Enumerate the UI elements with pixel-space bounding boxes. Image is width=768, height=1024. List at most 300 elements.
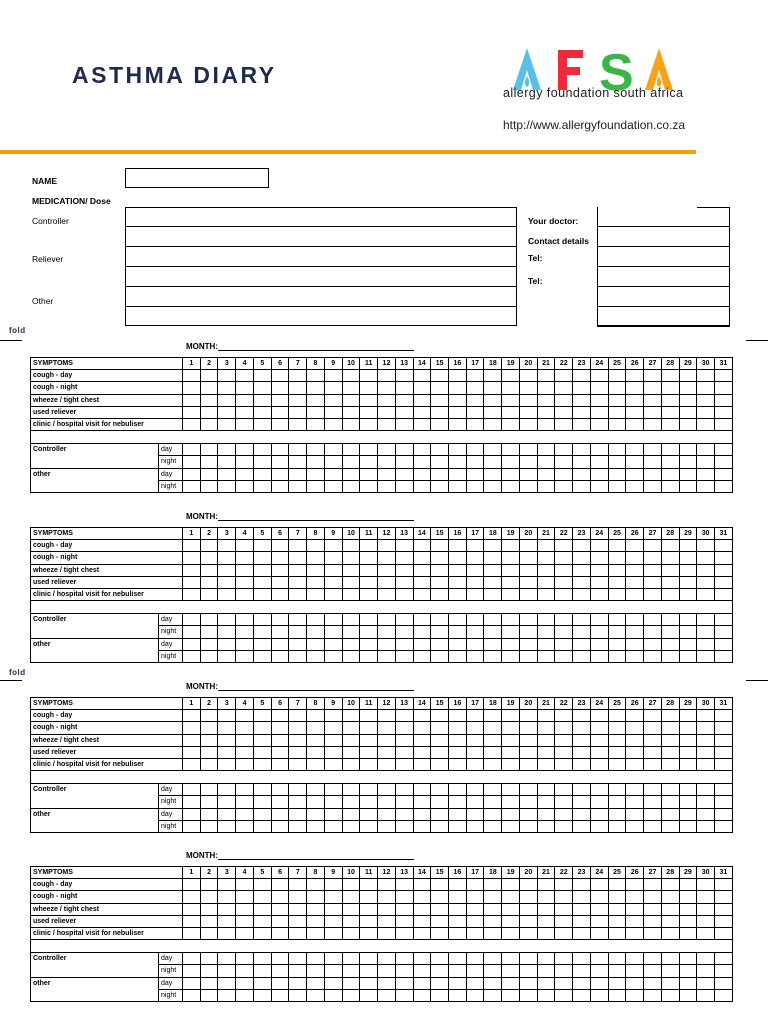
diary-cell[interactable] — [484, 808, 502, 820]
diary-cell[interactable] — [679, 903, 697, 915]
diary-cell[interactable] — [679, 564, 697, 576]
diary-cell[interactable] — [449, 614, 467, 626]
diary-cell[interactable] — [484, 734, 502, 746]
diary-cell[interactable] — [360, 552, 378, 564]
diary-cell[interactable] — [253, 588, 271, 600]
diary-cell[interactable] — [715, 903, 733, 915]
diary-cell[interactable] — [679, 977, 697, 989]
diary-cell[interactable] — [608, 552, 626, 564]
diary-cell[interactable] — [555, 456, 573, 468]
diary-cell[interactable] — [537, 406, 555, 418]
diary-cell[interactable] — [502, 382, 520, 394]
diary-cell[interactable] — [307, 576, 325, 588]
diary-cell[interactable] — [661, 746, 679, 758]
diary-cell[interactable] — [289, 784, 307, 796]
diary-cell[interactable] — [555, 552, 573, 564]
diary-cell[interactable] — [484, 418, 502, 430]
diary-cell[interactable] — [449, 758, 467, 770]
diary-cell[interactable] — [626, 758, 644, 770]
diary-cell[interactable] — [626, 977, 644, 989]
diary-cell[interactable] — [590, 710, 608, 722]
diary-cell[interactable] — [626, 626, 644, 638]
diary-cell[interactable] — [342, 418, 360, 430]
diary-cell[interactable] — [378, 915, 396, 927]
diary-cell[interactable] — [183, 820, 201, 832]
diary-cell[interactable] — [253, 710, 271, 722]
diary-cell[interactable] — [395, 796, 413, 808]
diary-cell[interactable] — [236, 989, 254, 1001]
diary-cell[interactable] — [608, 903, 626, 915]
diary-cell[interactable] — [661, 710, 679, 722]
diary-cell[interactable] — [307, 722, 325, 734]
diary-cell[interactable] — [590, 370, 608, 382]
diary-cell[interactable] — [395, 650, 413, 662]
diary-cell[interactable] — [378, 927, 396, 939]
diary-cell[interactable] — [661, 406, 679, 418]
diary-cell[interactable] — [466, 977, 484, 989]
diary-cell[interactable] — [431, 820, 449, 832]
diary-cell[interactable] — [413, 903, 431, 915]
diary-cell[interactable] — [218, 953, 236, 965]
diary-cell[interactable] — [715, 927, 733, 939]
diary-cell[interactable] — [324, 734, 342, 746]
diary-cell[interactable] — [324, 480, 342, 492]
diary-cell[interactable] — [697, 796, 715, 808]
diary-cell[interactable] — [271, 382, 289, 394]
diary-cell[interactable] — [183, 468, 201, 480]
diary-cell[interactable] — [715, 588, 733, 600]
diary-cell[interactable] — [484, 382, 502, 394]
diary-cell[interactable] — [573, 468, 591, 480]
diary-cell[interactable] — [324, 468, 342, 480]
diary-cell[interactable] — [360, 734, 378, 746]
diary-cell[interactable] — [271, 540, 289, 552]
diary-cell[interactable] — [289, 989, 307, 1001]
diary-cell[interactable] — [502, 480, 520, 492]
diary-cell[interactable] — [555, 758, 573, 770]
diary-cell[interactable] — [573, 989, 591, 1001]
diary-cell[interactable] — [608, 638, 626, 650]
diary-cell[interactable] — [679, 468, 697, 480]
diary-cell[interactable] — [555, 406, 573, 418]
diary-cell[interactable] — [466, 480, 484, 492]
diary-cell[interactable] — [360, 540, 378, 552]
diary-cell[interactable] — [679, 638, 697, 650]
diary-cell[interactable] — [342, 808, 360, 820]
diary-cell[interactable] — [307, 879, 325, 891]
diary-cell[interactable] — [218, 638, 236, 650]
diary-cell[interactable] — [679, 588, 697, 600]
diary-cell[interactable] — [502, 758, 520, 770]
diary-cell[interactable] — [307, 406, 325, 418]
diary-cell[interactable] — [431, 903, 449, 915]
diary-cell[interactable] — [342, 796, 360, 808]
diary-cell[interactable] — [395, 370, 413, 382]
diary-cell[interactable] — [484, 468, 502, 480]
diary-cell[interactable] — [715, 614, 733, 626]
diary-cell[interactable] — [307, 953, 325, 965]
diary-cell[interactable] — [360, 406, 378, 418]
diary-cell[interactable] — [183, 394, 201, 406]
diary-cell[interactable] — [502, 394, 520, 406]
diary-cell[interactable] — [360, 456, 378, 468]
diary-cell[interactable] — [431, 370, 449, 382]
diary-cell[interactable] — [715, 382, 733, 394]
diary-cell[interactable] — [573, 808, 591, 820]
diary-cell[interactable] — [289, 710, 307, 722]
diary-cell[interactable] — [218, 734, 236, 746]
diary-cell[interactable] — [679, 965, 697, 977]
diary-cell[interactable] — [555, 784, 573, 796]
diary-cell[interactable] — [183, 444, 201, 456]
diary-cell[interactable] — [200, 891, 218, 903]
diary-cell[interactable] — [324, 965, 342, 977]
diary-cell[interactable] — [360, 891, 378, 903]
diary-cell[interactable] — [236, 468, 254, 480]
diary-cell[interactable] — [183, 953, 201, 965]
diary-cell[interactable] — [218, 784, 236, 796]
diary-cell[interactable] — [626, 965, 644, 977]
diary-cell[interactable] — [413, 480, 431, 492]
diary-cell[interactable] — [697, 418, 715, 430]
diary-cell[interactable] — [236, 382, 254, 394]
diary-cell[interactable] — [715, 626, 733, 638]
diary-cell[interactable] — [289, 796, 307, 808]
diary-cell[interactable] — [342, 977, 360, 989]
tel-field-1[interactable] — [597, 246, 730, 267]
diary-cell[interactable] — [590, 746, 608, 758]
diary-cell[interactable] — [413, 638, 431, 650]
diary-cell[interactable] — [289, 588, 307, 600]
diary-cell[interactable] — [218, 650, 236, 662]
diary-cell[interactable] — [697, 758, 715, 770]
diary-cell[interactable] — [661, 370, 679, 382]
diary-cell[interactable] — [555, 588, 573, 600]
diary-cell[interactable] — [608, 418, 626, 430]
diary-cell[interactable] — [466, 903, 484, 915]
diary-cell[interactable] — [200, 638, 218, 650]
diary-cell[interactable] — [644, 650, 662, 662]
diary-cell[interactable] — [502, 820, 520, 832]
diary-cell[interactable] — [697, 370, 715, 382]
diary-cell[interactable] — [253, 891, 271, 903]
diary-cell[interactable] — [502, 710, 520, 722]
diary-cell[interactable] — [378, 965, 396, 977]
diary-cell[interactable] — [715, 638, 733, 650]
diary-cell[interactable] — [573, 564, 591, 576]
diary-cell[interactable] — [661, 444, 679, 456]
diary-cell[interactable] — [360, 480, 378, 492]
diary-cell[interactable] — [200, 418, 218, 430]
diary-cell[interactable] — [324, 977, 342, 989]
diary-cell[interactable] — [679, 576, 697, 588]
diary-cell[interactable] — [449, 903, 467, 915]
diary-cell[interactable] — [573, 614, 591, 626]
diary-cell[interactable] — [289, 418, 307, 430]
diary-cell[interactable] — [342, 394, 360, 406]
diary-cell[interactable] — [679, 722, 697, 734]
diary-cell[interactable] — [378, 576, 396, 588]
diary-cell[interactable] — [395, 480, 413, 492]
diary-cell[interactable] — [644, 734, 662, 746]
diary-cell[interactable] — [644, 456, 662, 468]
diary-cell[interactable] — [342, 784, 360, 796]
diary-cell[interactable] — [236, 722, 254, 734]
diary-cell[interactable] — [661, 382, 679, 394]
diary-cell[interactable] — [200, 879, 218, 891]
diary-cell[interactable] — [626, 808, 644, 820]
diary-cell[interactable] — [236, 638, 254, 650]
controller-field-1[interactable] — [125, 207, 517, 227]
diary-cell[interactable] — [218, 564, 236, 576]
diary-cell[interactable] — [307, 626, 325, 638]
diary-cell[interactable] — [183, 722, 201, 734]
diary-cell[interactable] — [644, 588, 662, 600]
diary-cell[interactable] — [342, 820, 360, 832]
diary-cell[interactable] — [360, 953, 378, 965]
diary-cell[interactable] — [342, 382, 360, 394]
diary-cell[interactable] — [413, 746, 431, 758]
diary-cell[interactable] — [289, 977, 307, 989]
diary-cell[interactable] — [200, 394, 218, 406]
diary-cell[interactable] — [271, 953, 289, 965]
diary-cell[interactable] — [679, 796, 697, 808]
diary-cell[interactable] — [307, 614, 325, 626]
diary-cell[interactable] — [502, 734, 520, 746]
diary-cell[interactable] — [679, 650, 697, 662]
diary-cell[interactable] — [307, 588, 325, 600]
diary-cell[interactable] — [236, 965, 254, 977]
diary-cell[interactable] — [555, 650, 573, 662]
diary-cell[interactable] — [271, 394, 289, 406]
diary-cell[interactable] — [697, 734, 715, 746]
diary-cell[interactable] — [200, 370, 218, 382]
diary-cell[interactable] — [661, 650, 679, 662]
diary-cell[interactable] — [431, 758, 449, 770]
diary-cell[interactable] — [644, 784, 662, 796]
diary-cell[interactable] — [253, 650, 271, 662]
diary-cell[interactable] — [378, 370, 396, 382]
diary-cell[interactable] — [519, 480, 537, 492]
diary-cell[interactable] — [484, 576, 502, 588]
diary-cell[interactable] — [466, 406, 484, 418]
diary-cell[interactable] — [644, 722, 662, 734]
diary-cell[interactable] — [555, 903, 573, 915]
diary-cell[interactable] — [395, 891, 413, 903]
diary-cell[interactable] — [183, 418, 201, 430]
diary-cell[interactable] — [200, 576, 218, 588]
diary-cell[interactable] — [218, 394, 236, 406]
diary-cell[interactable] — [449, 977, 467, 989]
diary-cell[interactable] — [502, 638, 520, 650]
diary-cell[interactable] — [466, 418, 484, 430]
diary-cell[interactable] — [378, 722, 396, 734]
diary-cell[interactable] — [573, 638, 591, 650]
diary-cell[interactable] — [573, 576, 591, 588]
diary-cell[interactable] — [679, 820, 697, 832]
diary-cell[interactable] — [466, 734, 484, 746]
diary-cell[interactable] — [413, 540, 431, 552]
diary-cell[interactable] — [608, 808, 626, 820]
diary-cell[interactable] — [218, 456, 236, 468]
diary-cell[interactable] — [644, 626, 662, 638]
diary-cell[interactable] — [679, 418, 697, 430]
diary-cell[interactable] — [661, 903, 679, 915]
diary-cell[interactable] — [608, 394, 626, 406]
diary-cell[interactable] — [590, 820, 608, 832]
diary-cell[interactable] — [555, 953, 573, 965]
diary-cell[interactable] — [236, 820, 254, 832]
diary-cell[interactable] — [466, 614, 484, 626]
diary-cell[interactable] — [395, 406, 413, 418]
diary-cell[interactable] — [519, 418, 537, 430]
diary-cell[interactable] — [697, 710, 715, 722]
diary-cell[interactable] — [537, 370, 555, 382]
diary-cell[interactable] — [608, 710, 626, 722]
diary-cell[interactable] — [644, 903, 662, 915]
diary-cell[interactable] — [484, 614, 502, 626]
diary-cell[interactable] — [715, 564, 733, 576]
diary-cell[interactable] — [271, 977, 289, 989]
diary-cell[interactable] — [537, 576, 555, 588]
diary-cell[interactable] — [378, 650, 396, 662]
diary-cell[interactable] — [431, 953, 449, 965]
diary-cell[interactable] — [307, 444, 325, 456]
diary-cell[interactable] — [307, 746, 325, 758]
diary-cell[interactable] — [324, 564, 342, 576]
diary-cell[interactable] — [519, 722, 537, 734]
diary-cell[interactable] — [466, 444, 484, 456]
diary-cell[interactable] — [307, 480, 325, 492]
diary-cell[interactable] — [661, 796, 679, 808]
diary-cell[interactable] — [519, 915, 537, 927]
diary-cell[interactable] — [307, 784, 325, 796]
diary-cell[interactable] — [608, 989, 626, 1001]
diary-cell[interactable] — [679, 444, 697, 456]
diary-cell[interactable] — [519, 588, 537, 600]
diary-cell[interactable] — [378, 710, 396, 722]
diary-cell[interactable] — [289, 564, 307, 576]
diary-cell[interactable] — [661, 468, 679, 480]
diary-cell[interactable] — [715, 796, 733, 808]
diary-cell[interactable] — [378, 808, 396, 820]
diary-cell[interactable] — [360, 977, 378, 989]
diary-cell[interactable] — [466, 989, 484, 1001]
diary-cell[interactable] — [360, 879, 378, 891]
diary-cell[interactable] — [413, 879, 431, 891]
diary-cell[interactable] — [519, 382, 537, 394]
diary-cell[interactable] — [573, 480, 591, 492]
diary-cell[interactable] — [183, 614, 201, 626]
diary-cell[interactable] — [466, 650, 484, 662]
diary-cell[interactable] — [679, 614, 697, 626]
diary-cell[interactable] — [324, 540, 342, 552]
diary-cell[interactable] — [431, 394, 449, 406]
diary-cell[interactable] — [697, 953, 715, 965]
diary-cell[interactable] — [449, 784, 467, 796]
diary-cell[interactable] — [360, 820, 378, 832]
diary-cell[interactable] — [236, 784, 254, 796]
diary-cell[interactable] — [253, 614, 271, 626]
diary-cell[interactable] — [715, 480, 733, 492]
diary-cell[interactable] — [289, 879, 307, 891]
diary-cell[interactable] — [307, 915, 325, 927]
diary-cell[interactable] — [573, 953, 591, 965]
diary-cell[interactable] — [236, 746, 254, 758]
diary-cell[interactable] — [307, 540, 325, 552]
diary-cell[interactable] — [626, 468, 644, 480]
diary-cell[interactable] — [519, 650, 537, 662]
diary-cell[interactable] — [484, 626, 502, 638]
diary-cell[interactable] — [218, 965, 236, 977]
diary-cell[interactable] — [537, 953, 555, 965]
diary-cell[interactable] — [715, 977, 733, 989]
diary-cell[interactable] — [431, 796, 449, 808]
diary-cell[interactable] — [271, 588, 289, 600]
diary-cell[interactable] — [289, 444, 307, 456]
diary-cell[interactable] — [271, 456, 289, 468]
diary-cell[interactable] — [449, 808, 467, 820]
diary-cell[interactable] — [502, 879, 520, 891]
diary-cell[interactable] — [431, 406, 449, 418]
diary-cell[interactable] — [679, 626, 697, 638]
diary-cell[interactable] — [395, 576, 413, 588]
diary-cell[interactable] — [555, 965, 573, 977]
diary-cell[interactable] — [626, 418, 644, 430]
diary-cell[interactable] — [324, 394, 342, 406]
diary-cell[interactable] — [626, 564, 644, 576]
diary-cell[interactable] — [218, 989, 236, 1001]
diary-cell[interactable] — [484, 588, 502, 600]
diary-cell[interactable] — [200, 406, 218, 418]
diary-cell[interactable] — [395, 638, 413, 650]
diary-cell[interactable] — [449, 796, 467, 808]
diary-cell[interactable] — [590, 638, 608, 650]
diary-cell[interactable] — [289, 370, 307, 382]
diary-cell[interactable] — [307, 965, 325, 977]
diary-cell[interactable] — [661, 989, 679, 1001]
diary-cell[interactable] — [236, 879, 254, 891]
diary-cell[interactable] — [413, 370, 431, 382]
diary-cell[interactable] — [324, 588, 342, 600]
diary-cell[interactable] — [661, 564, 679, 576]
diary-cell[interactable] — [413, 394, 431, 406]
diary-cell[interactable] — [431, 564, 449, 576]
diary-cell[interactable] — [342, 406, 360, 418]
diary-cell[interactable] — [236, 456, 254, 468]
diary-cell[interactable] — [484, 394, 502, 406]
diary-cell[interactable] — [537, 588, 555, 600]
diary-cell[interactable] — [413, 588, 431, 600]
diary-cell[interactable] — [360, 784, 378, 796]
diary-cell[interactable] — [271, 468, 289, 480]
diary-cell[interactable] — [555, 734, 573, 746]
diary-cell[interactable] — [537, 915, 555, 927]
diary-cell[interactable] — [697, 382, 715, 394]
diary-cell[interactable] — [342, 626, 360, 638]
diary-cell[interactable] — [271, 784, 289, 796]
diary-cell[interactable] — [253, 564, 271, 576]
diary-cell[interactable] — [236, 480, 254, 492]
diary-cell[interactable] — [395, 746, 413, 758]
diary-cell[interactable] — [289, 468, 307, 480]
diary-cell[interactable] — [218, 382, 236, 394]
diary-cell[interactable] — [644, 576, 662, 588]
diary-cell[interactable] — [431, 614, 449, 626]
diary-cell[interactable] — [183, 626, 201, 638]
diary-cell[interactable] — [590, 480, 608, 492]
diary-cell[interactable] — [360, 746, 378, 758]
